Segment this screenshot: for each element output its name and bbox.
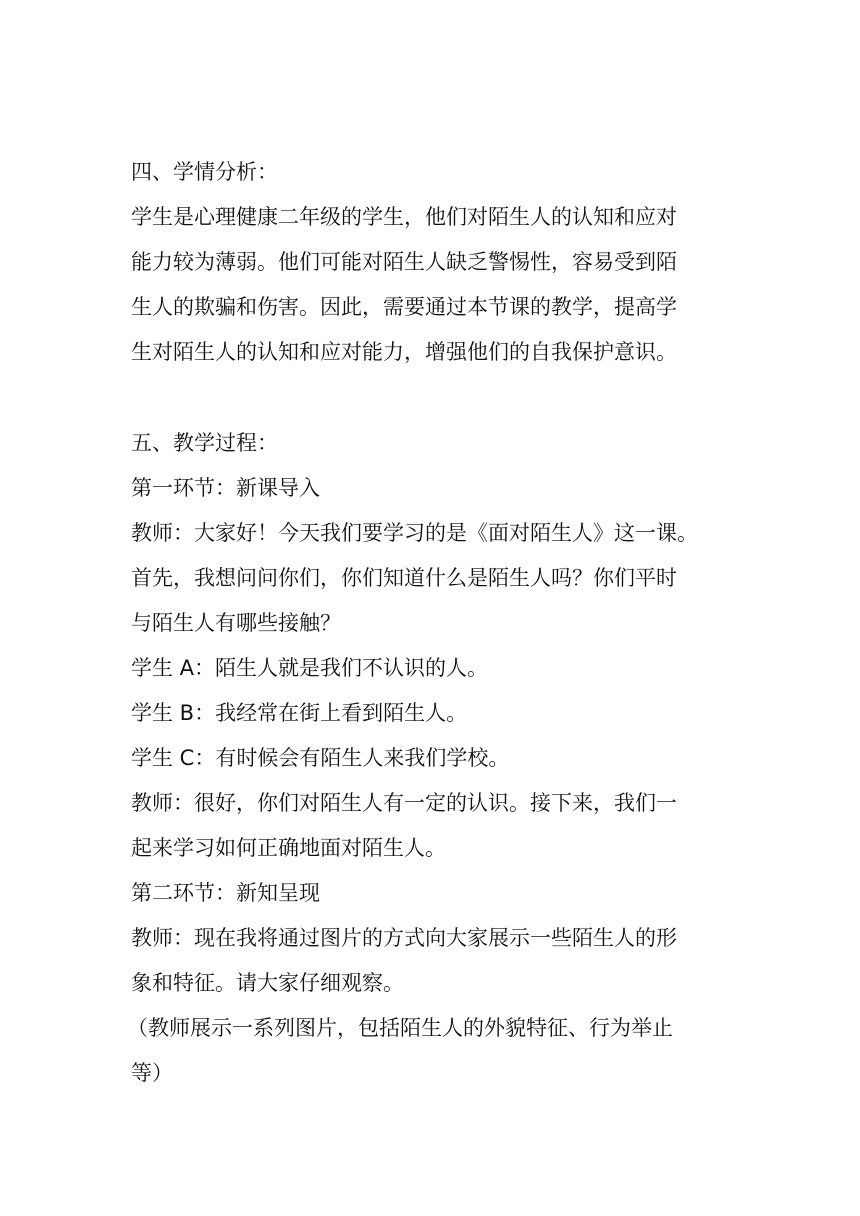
paragraph-line: （教师展示一系列图片，包括陌生人的外貌特征、行为举止 [127, 1016, 673, 1040]
dialogue-line: 学生 B：我经常在街上看到陌生人。 [131, 701, 468, 725]
paragraph-line: 学生是心理健康二年级的学生，他们对陌生人的认知和应对 [131, 205, 677, 229]
dialogue-line: 学生 C：有时候会有陌生人来我们学校。 [131, 746, 510, 770]
paragraph-line: 教师：大家好！今天我们要学习的是《面对陌生人》这一课。 [131, 521, 698, 545]
paragraph-line: 生人的欺骗和伤害。因此，需要通过本节课的教学，提高学 [131, 295, 677, 319]
paragraph-line: 等） [131, 1061, 173, 1085]
section-heading-part-two: 第二环节：新知呈现 [131, 881, 320, 905]
paragraph-line: 象和特征。请大家仔细观察。 [131, 971, 404, 995]
heading-student-analysis: 四、学情分析： [131, 160, 278, 184]
paragraph-line: 教师：很好，你们对陌生人有一定的认识。接下来，我们一 [131, 791, 677, 815]
heading-teaching-process: 五、教学过程： [131, 431, 278, 455]
paragraph-line: 生对陌生人的认知和应对能力，增强他们的自我保护意识。 [131, 340, 677, 364]
section-heading-part-one: 第一环节：新课导入 [131, 476, 320, 500]
dialogue-line: 学生 A：陌生人就是我们不认识的人。 [131, 656, 489, 680]
paragraph-line: 能力较为薄弱。他们可能对陌生人缺乏警惕性，容易受到陌 [131, 250, 677, 274]
paragraph-line: 教师：现在我将通过图片的方式向大家展示一些陌生人的形 [131, 926, 677, 950]
paragraph-line: 与陌生人有哪些接触？ [131, 611, 341, 635]
paragraph-line: 起来学习如何正确地面对陌生人。 [131, 836, 446, 860]
paragraph-line: 首先，我想问问你们，你们知道什么是陌生人吗？你们平时 [131, 566, 677, 590]
